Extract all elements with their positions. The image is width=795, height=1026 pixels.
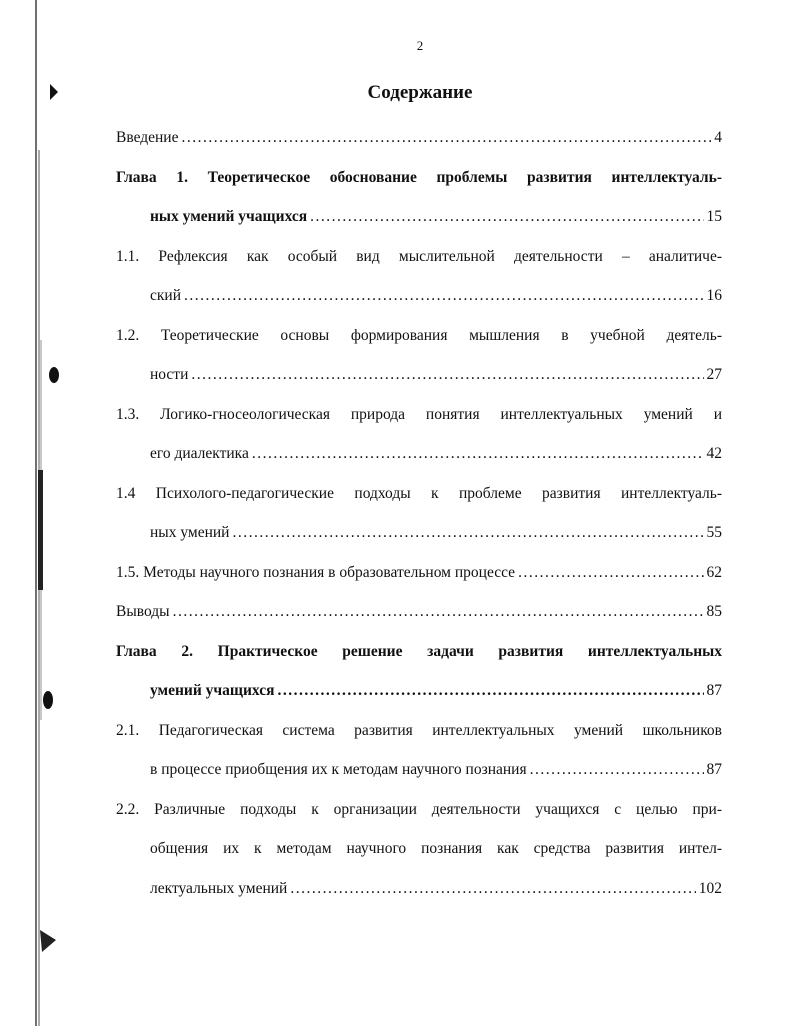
toc-section-1-3-line-1: 1.3. Логико-гносеологическая природа понятия интеллектуальных умений и [116, 405, 722, 423]
table-of-contents [116, 118, 722, 908]
toc-leader-dots [530, 750, 704, 790]
page-title: Содержание [367, 82, 473, 103]
scan-edge-marks [0, 0, 60, 1026]
toc-page-number: 102 [698, 879, 722, 897]
page-number: 2 [416, 38, 424, 53]
toc-leader-dots [518, 553, 703, 593]
toc-leader-dots [191, 355, 703, 395]
toc-chapter-1-line-2 [116, 197, 722, 237]
toc-entry-text: в процессе приобщения их к методам научного познания [150, 761, 527, 778]
toc-chapter-2-line-1: Глава 2. Практическое решение задачи развития интеллектуальных [116, 642, 722, 660]
toc-leader-dots [310, 197, 703, 237]
toc-section-2-1-line-1: 2.1. Педагогическая система развития интеллектуальных умений школьников [116, 721, 722, 739]
toc-leader-dots [277, 671, 703, 711]
toc-page-number: 87 [706, 682, 722, 699]
toc-page-number: 55 [706, 524, 722, 541]
toc-page-number: 16 [706, 287, 722, 304]
toc-chapter-2-line-2 [116, 671, 722, 711]
toc-entry-text: лектуальных умений [150, 879, 288, 897]
toc-section-1-1-line-1: 1.1. Рефлексия как особый вид мыслительной деятельности – аналитиче- [116, 247, 722, 265]
toc-section-2-1-line-2 [116, 750, 722, 790]
toc-section-1-4-line-2 [116, 513, 722, 553]
toc-section-2-2-line-3 [116, 869, 722, 909]
toc-leader-dots [232, 513, 703, 553]
toc-page-number: 15 [706, 208, 722, 225]
toc-section-1-3-line-2 [116, 434, 722, 474]
toc-section-1-5 [116, 553, 722, 593]
toc-section-1-1-line-2 [116, 276, 722, 316]
toc-leader-dots [290, 869, 695, 909]
toc-entry-text: ных умений учащихся [150, 208, 308, 225]
toc-entry-text: Выводы [116, 603, 170, 620]
toc-section-1-2-line-2 [116, 355, 722, 395]
toc-entry-text: ных умений [150, 524, 230, 541]
toc-leader-dots [252, 434, 704, 474]
toc-section-1-2-line-1: 1.2. Теоретические основы формирования мышления в учебной деятель- [116, 326, 722, 344]
toc-entry-conclusions [116, 592, 722, 632]
toc-entry-intro [116, 118, 722, 158]
toc-entry-text: умений учащихся [150, 682, 275, 699]
toc-entry-text: 1.5. Методы научного познания в образовательном процессе [116, 563, 516, 581]
toc-section-2-2-line-2: общения их к методам научного познания как средства развития интел- [150, 840, 722, 857]
toc-section-2-2-line-1: 2.2. Различные подходы к организации деятельности учащихся с целью при- [116, 800, 722, 818]
toc-section-1-4-line-1: 1.4 Психолого-педагогические подходы к проблеме развития интеллектуаль- [116, 484, 722, 502]
toc-page-number: 87 [706, 761, 722, 778]
toc-page-number: 4 [714, 129, 722, 146]
toc-leader-dots [184, 276, 704, 316]
toc-leader-dots [181, 118, 711, 158]
toc-entry-text: ности [150, 366, 189, 383]
toc-leader-dots [173, 592, 704, 632]
toc-entry-text: его диалектика [150, 445, 249, 462]
toc-page-number: 85 [706, 603, 722, 620]
toc-page-number: 62 [706, 563, 722, 581]
toc-chapter-1-line-1: Глава 1. Теоретическое обоснование проблемы развития интеллектуаль- [116, 168, 722, 186]
toc-entry-text: ский [150, 287, 181, 304]
toc-page-number: 42 [706, 445, 722, 462]
toc-page-number: 27 [706, 366, 722, 383]
toc-entry-text: Введение [116, 129, 179, 146]
